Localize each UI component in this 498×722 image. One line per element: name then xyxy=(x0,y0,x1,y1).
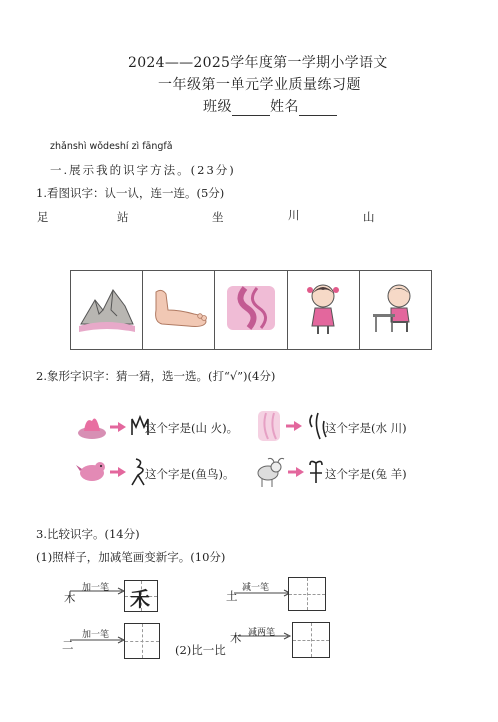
name-label: 姓名 xyxy=(270,99,299,115)
class-label: 班级 xyxy=(203,99,232,115)
foot-picture[interactable] xyxy=(143,271,215,350)
section1-heading: 一.展示我的识字方法。(23分) xyxy=(50,163,236,177)
q2-item2-text[interactable]: 这个字是(水 川) xyxy=(325,421,407,435)
q1-prompt: 1.看图识字：认一认，连一连。(5分) xyxy=(36,186,225,200)
ex3-op: 加一笔 xyxy=(82,630,110,640)
boy-sitting-picture[interactable] xyxy=(359,271,431,350)
q3-prompt: 3.比较识字。(14分) xyxy=(36,527,140,541)
q3-sub1: (1)照样子，加减笔画变新字。(10分) xyxy=(36,550,226,564)
ex2-answer-box[interactable] xyxy=(288,577,326,611)
char-zhan[interactable]: 站 xyxy=(117,210,129,224)
girl-standing-picture[interactable] xyxy=(287,271,359,350)
goat-picture xyxy=(252,455,332,489)
ex4-answer-box[interactable] xyxy=(292,622,330,658)
char-zuo[interactable]: 坐 xyxy=(212,210,224,224)
ex3-answer-box[interactable] xyxy=(124,623,160,659)
ex3-start: 二 xyxy=(62,638,74,652)
char-zu[interactable]: 足 xyxy=(37,210,49,224)
q2-prompt: 2.象形字识字：猜一猜，选一选。(打“√”)(4分) xyxy=(36,369,276,383)
bird-picture xyxy=(74,455,154,489)
q2-item3-text[interactable]: 这个字是(鱼鸟)。 xyxy=(145,467,235,481)
mountain-picture[interactable] xyxy=(71,271,143,350)
pinyin-line: zhǎnshì wǒdeshí zì fāngfǎ xyxy=(50,141,173,152)
ex1-answer: 禾 xyxy=(130,587,150,611)
class-name-line xyxy=(203,96,337,116)
title-line-2: 一年级第一单元学业质量练习题 xyxy=(158,77,361,93)
ex4-start: 木 xyxy=(230,631,242,645)
river-picture[interactable] xyxy=(215,271,287,350)
class-blank[interactable] xyxy=(232,103,270,116)
q3-sub2: (2)比一比 xyxy=(175,643,226,657)
char-chuan[interactable]: 川 xyxy=(288,208,300,222)
water-picture xyxy=(254,409,334,443)
title-line-1: 2024——2025学年度第一学期小学语文 xyxy=(128,55,388,71)
q2-item4-text[interactable]: 这个字是(兔 羊) xyxy=(325,467,407,481)
ex1-op: 加一笔 xyxy=(82,583,110,593)
picture-table xyxy=(70,270,432,350)
char-shan[interactable]: 山 xyxy=(363,210,375,224)
fire-picture xyxy=(74,411,154,443)
ex2-start: 土 xyxy=(226,589,238,603)
ex1-start: 木 xyxy=(64,591,76,605)
name-blank[interactable] xyxy=(299,103,337,116)
ex4-op: 减两笔 xyxy=(248,628,276,638)
q2-item1-text[interactable]: 这个字是(山 火)。 xyxy=(145,421,239,435)
ex2-op: 减一笔 xyxy=(242,583,270,593)
